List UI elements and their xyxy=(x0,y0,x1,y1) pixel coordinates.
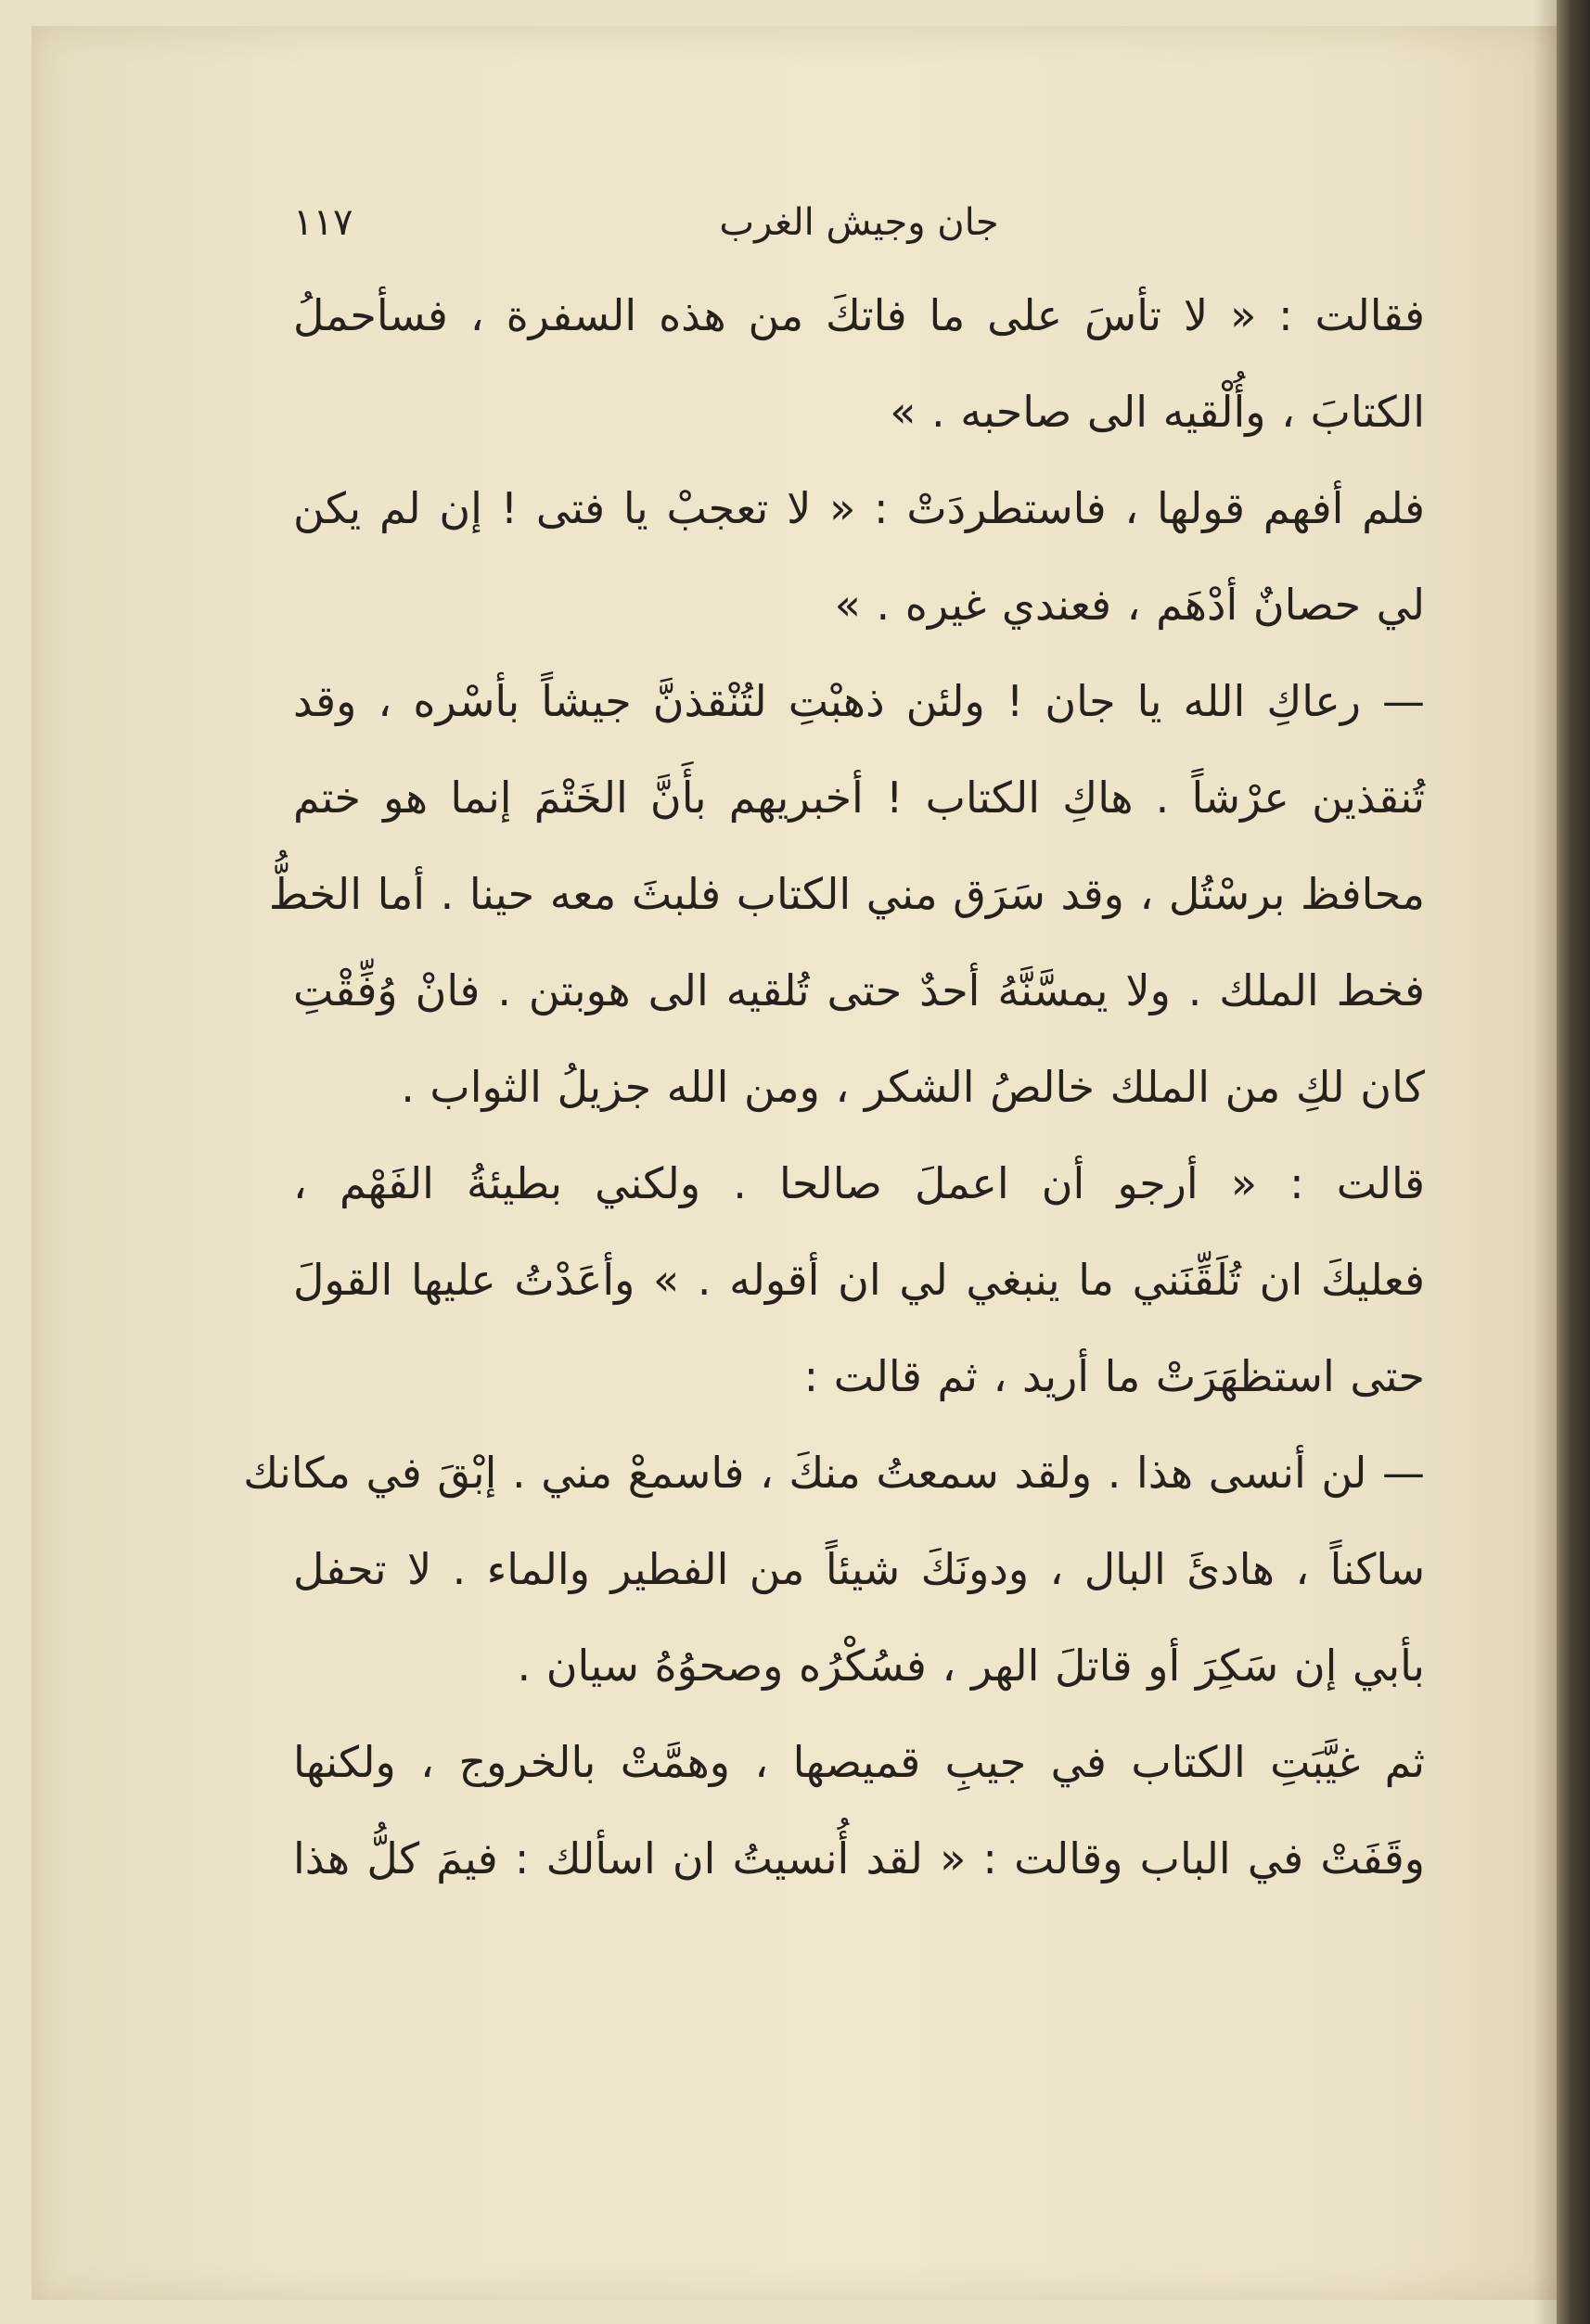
paragraph xyxy=(243,1424,1425,1714)
text-line: محافظ برسْتُل ، وقد سَرَق مني الكتاب فلبثَ معه حينا . أما الخطُّ xyxy=(268,869,1425,919)
text-line: كان لكِ من الملك خالصُ الشكر ، ومن الله جزيلُ الثواب . xyxy=(401,1062,1425,1112)
book-spine-edge xyxy=(1557,0,1590,2324)
text-line: فقالت : « لا تأسَ على ما فاتكَ من هذه السفرة ، فسأحملُ xyxy=(293,290,1425,340)
text-line: — رعاكِ الله يا جان ! ولئن ذهبْتِ لتُنْقذنَّ جيشاً بأسْره ، وقد xyxy=(293,676,1425,726)
text-line: حتى استظهَرَتْ ما أريد ، ثم قالت : xyxy=(803,1351,1425,1401)
text-line: ثم غيَّبَتِ الكتاب في جيبِ قميصها ، وهمَّتْ بالخروج ، ولكنها xyxy=(293,1737,1425,1787)
text-block xyxy=(243,185,1425,1907)
paragraph xyxy=(293,1714,1425,1907)
paragraph xyxy=(268,653,1425,1135)
text-line: فعليكَ ان تُلَقِّنَني ما ينبغي لي ان أقوله . » وأعَدْتُ عليها القولَ xyxy=(293,1255,1425,1305)
text-line: الكتابَ ، وأُلْقيه الى صاحبه . » xyxy=(890,387,1425,437)
text-line: قالت : « أرجو أن اعملَ صالحا . ولكني بطيئةُ الفَهْم ، xyxy=(293,1158,1425,1208)
paragraph xyxy=(293,460,1425,653)
text-line: وقَفَتْ في الباب وقالت : « لقد أُنسيتُ ان اسألك : فيمَ كلُّ هذا xyxy=(293,1833,1425,1883)
text-line: لي حصانٌ أدْهَم ، فعندي غيره . » xyxy=(834,580,1425,630)
text-line: فلم أفهم قولها ، فاستطردَتْ : « لا تعجبْ يا فتى ! إن لم يكن xyxy=(293,483,1425,533)
text-line: بأبي إن سَكِرَ أو قاتلَ الهر ، فسُكْرُه وصحوُهُ سيان . xyxy=(517,1641,1425,1691)
text-line: تُنقذين عرْشاً . هاكِ الكتاب ! أخبريهم بأَنَّ الخَتْمَ إنما هو ختم xyxy=(293,773,1425,823)
paragraph xyxy=(293,267,1425,460)
text-line: ساكناً ، هادئَ البال ، ودونَكَ شيئاً من الفطير والماء . لا تحفل xyxy=(293,1544,1425,1594)
paragraph xyxy=(293,1135,1425,1424)
running-head xyxy=(293,185,1425,260)
text-line: فخط الملك . ولا يمسَّنَّهُ أحدٌ حتى تُلقيه الى هوبتن . فانْ وُفِّقْتِ xyxy=(293,965,1425,1015)
running-title: جان وجيش الغرب xyxy=(719,201,999,244)
text-line: — لن أنسى هذا . ولقد سمعتُ منكَ ، فاسمعْ مني . إبْقَ في مكانك xyxy=(243,1448,1425,1498)
gutter-shadow xyxy=(1532,0,1557,2324)
page-number: ١١٧ xyxy=(293,201,353,244)
